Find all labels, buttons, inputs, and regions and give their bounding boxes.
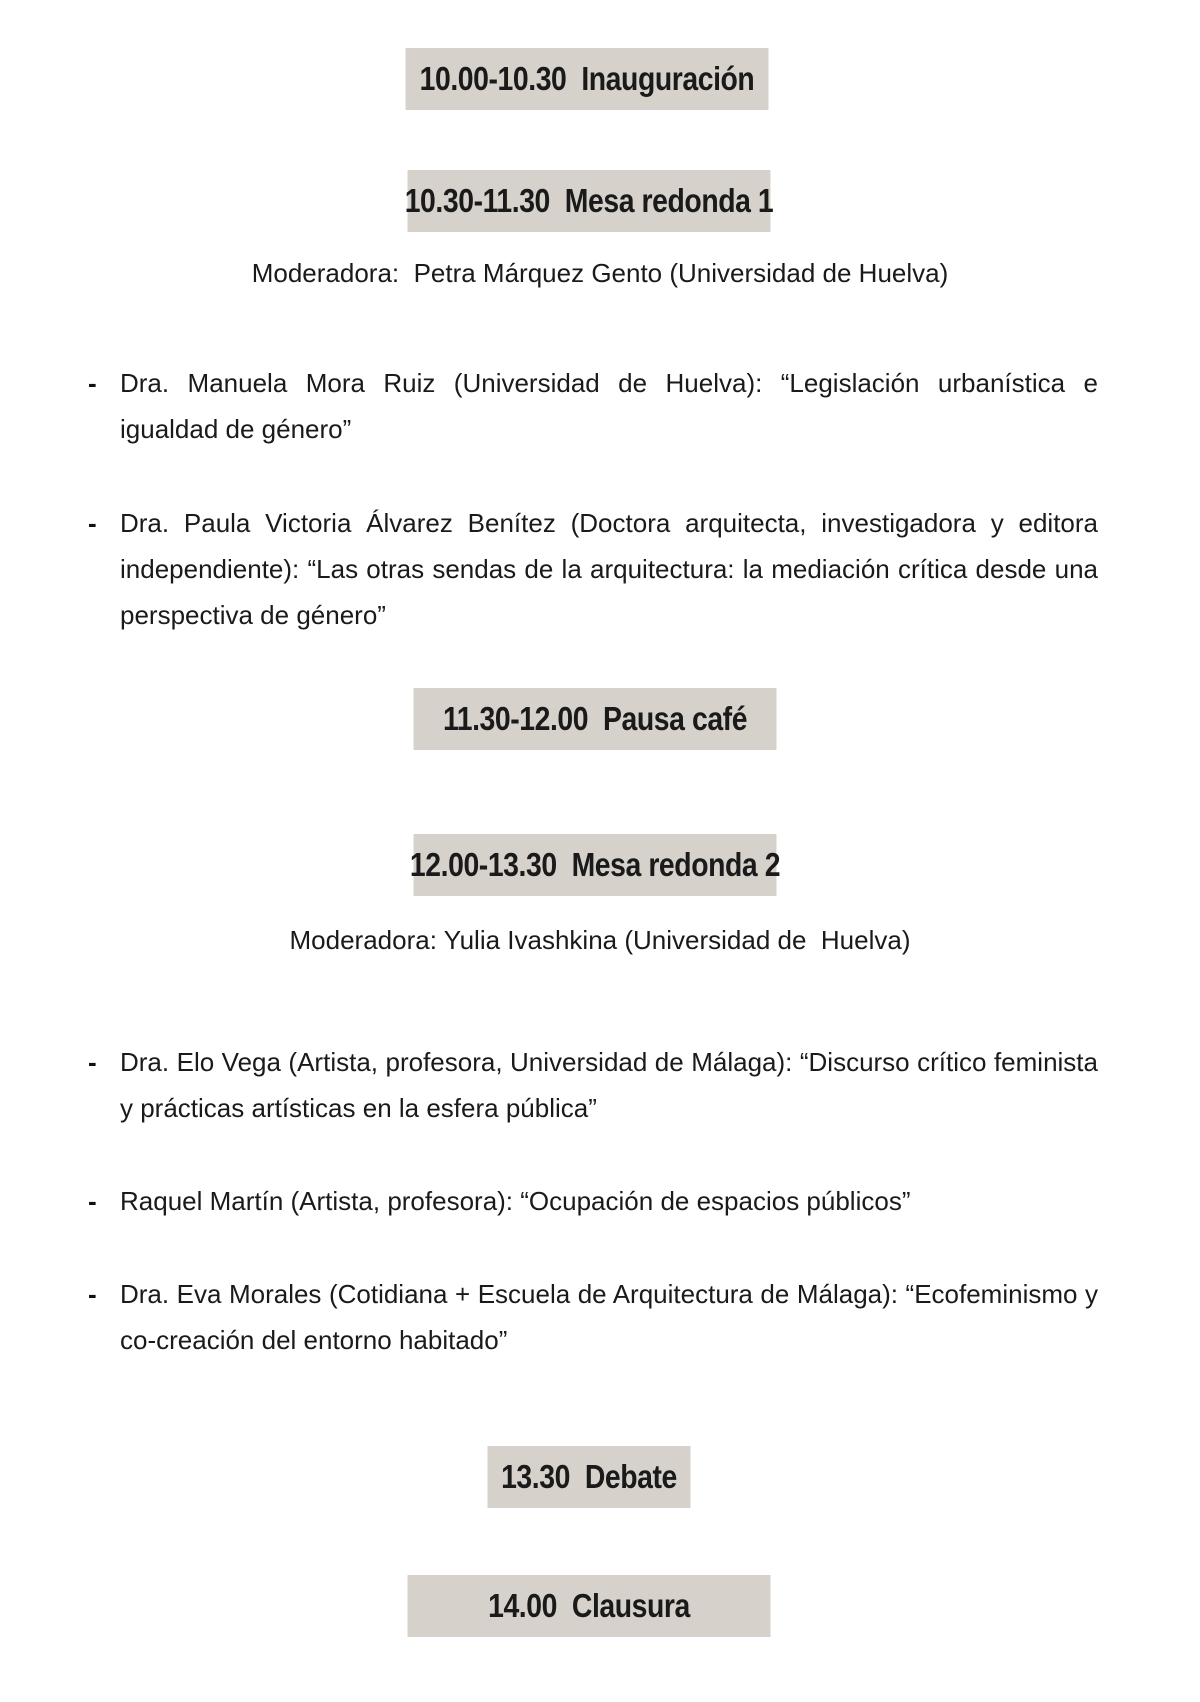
session-pausa-cafe: 11.30-12.00 Pausa café (414, 688, 777, 750)
speaker-text: Dra. Elo Vega (Artista, profesora, Universidad de Málaga): “Discurso crítico feminista y prácticas artísticas en la esfera pública” (120, 1047, 1098, 1123)
speaker-text: Raquel Martín (Artista, profesora): “Ocupación de espacios públicos” (120, 1186, 911, 1216)
bullet-dash: - (88, 368, 97, 398)
bullet-dash: - (88, 508, 97, 538)
speaker-text: Dra. Manuela Mora Ruiz (Universidad de Huelva): “Legislación urbanística e igualdad de género” (120, 368, 1098, 444)
session-clausura: 14.00 Clausura (408, 1575, 771, 1637)
session-inauguracion: 10.00-10.30 Inauguración (406, 48, 769, 110)
session-mesa-redonda-1: 10.30-11.30 Mesa redonda 1 (408, 170, 771, 232)
session-mesa-redonda-2: 12.00-13.30 Mesa redonda 2 (414, 834, 777, 896)
bullet-dash: - (88, 1279, 97, 1309)
moderator-mesa-1: Moderadora: Petra Márquez Gento (Universidad de Huelva) (251, 258, 949, 288)
session-debate: 13.30 Debate (488, 1446, 691, 1508)
bullet-dash: - (88, 1047, 97, 1077)
moderator-mesa-2: Moderadora: Yulia Ivashkina (Universidad de Huelva) (289, 925, 911, 955)
bullet-dash: - (88, 1186, 97, 1216)
speaker-text: Dra. Eva Morales (Cotidiana + Escuela de Arquitectura de Málaga): “Ecofeminismo y co-creación del entorno habitado” (120, 1279, 1098, 1355)
speaker-text: Dra. Paula Victoria Álvarez Benítez (Doctora arquitecta, investigadora y editora independiente): “Las otras sendas de la arquitectura: la mediación crítica desde una perspectiva de género” (120, 508, 1098, 630)
